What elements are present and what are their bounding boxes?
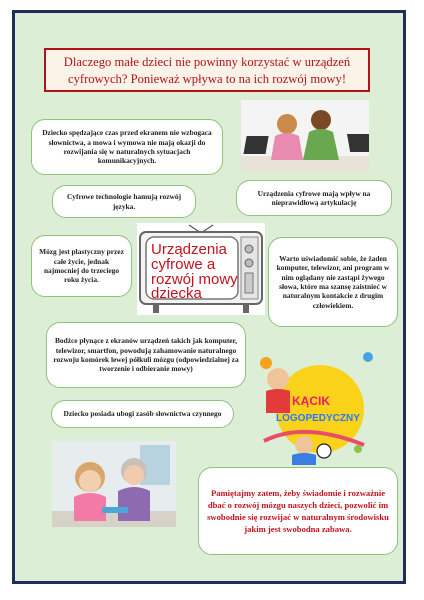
tv-caption-line-3: rozwój mowy <box>151 271 238 288</box>
children-laptops-photo <box>241 100 369 172</box>
stimuli-fact: Bodźce płynące z ekranów urządzeń takich jak komputer, telewizor, smartfon, powodują zahamowanie naturalnego rozwoju komórek lewej półkuli mózgu (odpowiedzialnej za tworzenie i odbieranie mowy) <box>46 322 246 388</box>
articulation-fact: Urządzenia cyfrowe mają wpływ na nieprawidłową artykulację <box>236 180 392 216</box>
tv-caption-line-2: cyfrowe a <box>151 256 216 273</box>
shocked-children-photo <box>52 441 176 527</box>
kacik-logopedyczny-logo <box>250 345 378 465</box>
tv-caption-line-1: Urządzenia <box>151 241 227 258</box>
screen-time-fact: Dziecko spędzające czas przed ekranem nie wzbogaca słownictwa, a mowa i wymowa nie mają okazji do rozwijania się w naturalnych sytuacjach komunikacyjnych. <box>31 119 223 175</box>
logo-line-2: LOGOPEDYCZNY <box>276 413 360 424</box>
slow-language-fact: Cyfrowe technologie hamują rozwój języka. <box>52 185 196 218</box>
plastic-brain-fact: Mózg jest plastyczny przez całe życie, jednak najmocniej do trzeciego roku życia. <box>31 235 132 297</box>
tv-caption-line-4: dziecka <box>151 285 202 302</box>
logo-line-1: KĄCIK <box>292 394 330 408</box>
tv-illustration <box>137 223 265 315</box>
no-replacement-fact: Warto uświadomić sobie, że żaden komputer, telewizor, ani program w nim oglądany nie zastąpi żywego słowa, które ma szansę zaistnieć w naturalnym kontakcie z drugim człowiekiem. <box>268 237 398 327</box>
vocabulary-fact: Dziecko posiada ubogi zasób słownictwa czynnego <box>51 400 234 428</box>
page-title: Dlaczego małe dzieci nie powinny korzystać w urządzeń cyfrowych? Ponieważ wpływa to na ich rozwój mowy! <box>44 48 370 92</box>
conclusion-box: Pamiętajmy zatem, żeby świadomie i rozważnie dbać o rozwój mózgu naszych dzieci, pozwolić im swobodnie się rozwijać w naturalnym środowisku jakim jest swobodna zabawa. <box>198 467 398 555</box>
